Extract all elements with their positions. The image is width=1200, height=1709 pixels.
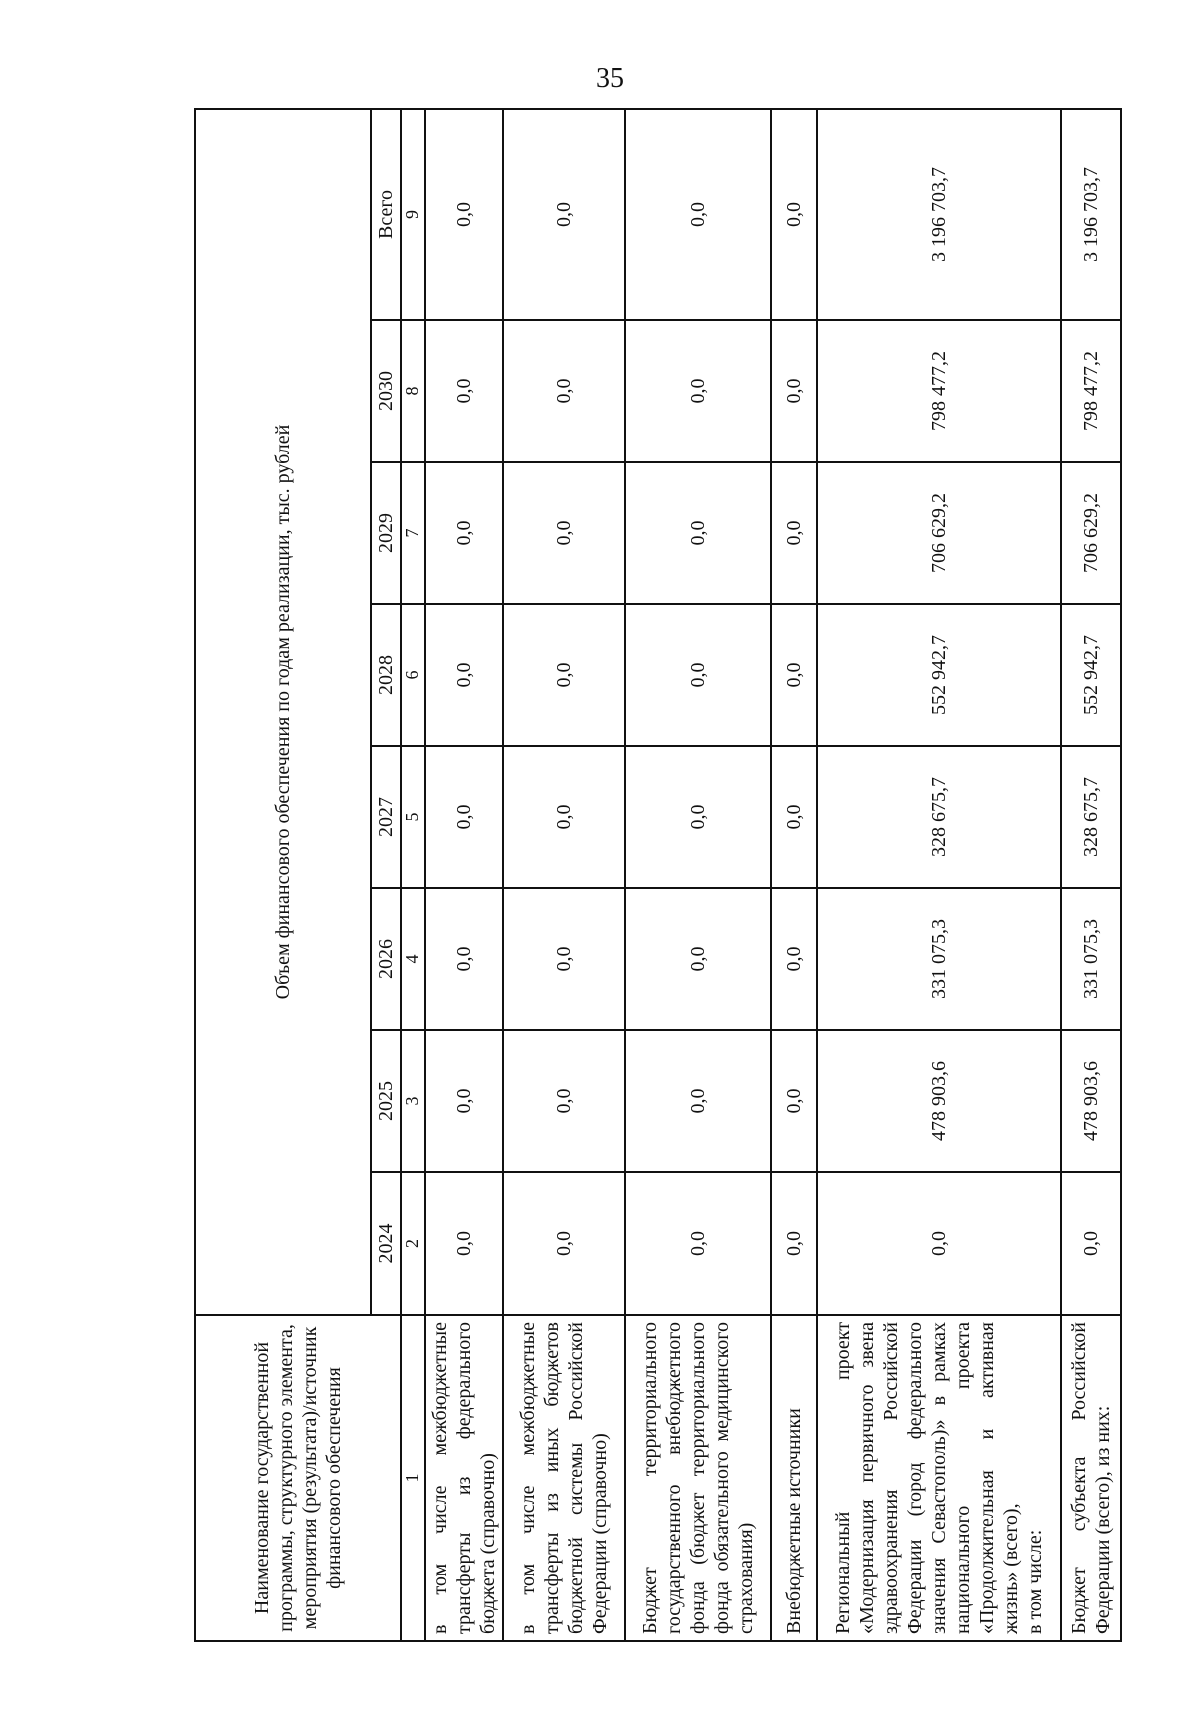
cell-value: 0,0 [625,1172,771,1315]
table-row [425,109,503,1641]
column-index: 7 [401,462,425,604]
cell-value: 706 629,2 [817,462,1061,604]
cell-value: 0,0 [625,888,771,1030]
header-name-column: Наименование государственной программы, структурного элемента, мероприятия (результата)/источник финансового обеспечения [195,1315,401,1641]
header-year: 2024 [371,1172,401,1315]
column-index: 3 [401,1030,425,1172]
page-number: 35 [596,63,624,94]
cell-value: 328 675,7 [817,746,1061,888]
cell-value: 0,0 [771,604,817,746]
cell-value: 3 196 703,7 [817,109,1061,320]
cell-value: 0,0 [425,888,503,1030]
row-name-suffix: в том числе: [1023,1529,1046,1634]
header-year: 2029 [371,462,401,604]
header-volume-title: Объем финансового обеспечения по годам реализации, тыс. рублей [195,109,371,1315]
cell-value: 331 075,3 [817,888,1061,1030]
column-index: 8 [401,320,425,462]
cell-value: 798 477,2 [1061,320,1121,462]
cell-value: 0,0 [625,604,771,746]
cell-value: 3 196 703,7 [1061,109,1121,320]
column-index: 2 [401,1172,425,1315]
cell-value: 0,0 [771,109,817,320]
cell-value: 0,0 [625,1030,771,1172]
cell-value: 0,0 [503,320,625,462]
table-row [625,109,771,1641]
cell-value: 0,0 [771,320,817,462]
column-index: 9 [401,109,425,320]
cell-value: 478 903,6 [817,1030,1061,1172]
cell-value: 0,0 [503,109,625,320]
cell-value: 0,0 [503,462,625,604]
cell-value: 0,0 [625,109,771,320]
table-row [1061,109,1121,1641]
financing-table-rotated [194,110,1114,1642]
header-total: Всего [371,109,401,320]
header-year: 2030 [371,320,401,462]
cell-value: 331 075,3 [1061,888,1121,1030]
financing-table [194,108,1122,1642]
cell-value: 706 629,2 [1061,462,1121,604]
cell-value: 0,0 [425,109,503,320]
cell-value: 328 675,7 [1061,746,1121,888]
column-index: 5 [401,746,425,888]
cell-value: 0,0 [625,746,771,888]
cell-value: 0,0 [425,604,503,746]
cell-value: 0,0 [817,1172,1061,1315]
cell-value: 0,0 [425,320,503,462]
header-year: 2025 [371,1030,401,1172]
row-name: Бюджет территориального государственного внебюджетного фонда (бюджет территориального фонда обязательного медицинского страхования) [625,1315,771,1641]
row-name-text: Региональный проект «Модернизация первичного звена здравоохранения Российской Федерации (город федерального значения Севастополь)» в рамках национального проекта «Продолжительная и активная жизнь» (всего), [831,1322,1022,1634]
row-name: Бюджет субъекта Российской Федерации (всего), из них: [1061,1315,1121,1641]
cell-value: 552 942,7 [817,604,1061,746]
cell-value: 0,0 [771,746,817,888]
cell-value: 0,0 [425,1030,503,1172]
cell-value: 0,0 [771,888,817,1030]
table-row [503,109,625,1641]
cell-value: 478 903,6 [1061,1030,1121,1172]
row-name: в том числе межбюджетные трансферты из федерального бюджета (справочно) [425,1315,503,1641]
cell-value: 0,0 [625,320,771,462]
cell-value: 0,0 [425,746,503,888]
cell-value: 0,0 [503,1030,625,1172]
column-index: 4 [401,888,425,1030]
cell-value: 0,0 [503,604,625,746]
column-index: 6 [401,604,425,746]
header-year: 2027 [371,746,401,888]
cell-value: 0,0 [625,462,771,604]
table-row [771,109,817,1641]
cell-value: 0,0 [1061,1172,1121,1315]
header-year: 2026 [371,888,401,1030]
table-row [817,109,1061,1641]
cell-value: 0,0 [771,1172,817,1315]
row-name: Внебюджетные источники [771,1315,817,1641]
row-name: в том числе межбюджетные трансферты из иных бюджетов бюджетной системы Российской Федерации (справочно) [503,1315,625,1641]
cell-value: 0,0 [425,462,503,604]
cell-value: 0,0 [503,888,625,1030]
cell-value: 0,0 [503,1172,625,1315]
row-name [817,1315,1061,1641]
cell-value: 0,0 [503,746,625,888]
cell-value: 798 477,2 [817,320,1061,462]
cell-value: 0,0 [771,462,817,604]
cell-value: 0,0 [771,1030,817,1172]
header-year: 2028 [371,604,401,746]
column-index: 1 [401,1315,425,1641]
cell-value: 552 942,7 [1061,604,1121,746]
cell-value: 0,0 [425,1172,503,1315]
